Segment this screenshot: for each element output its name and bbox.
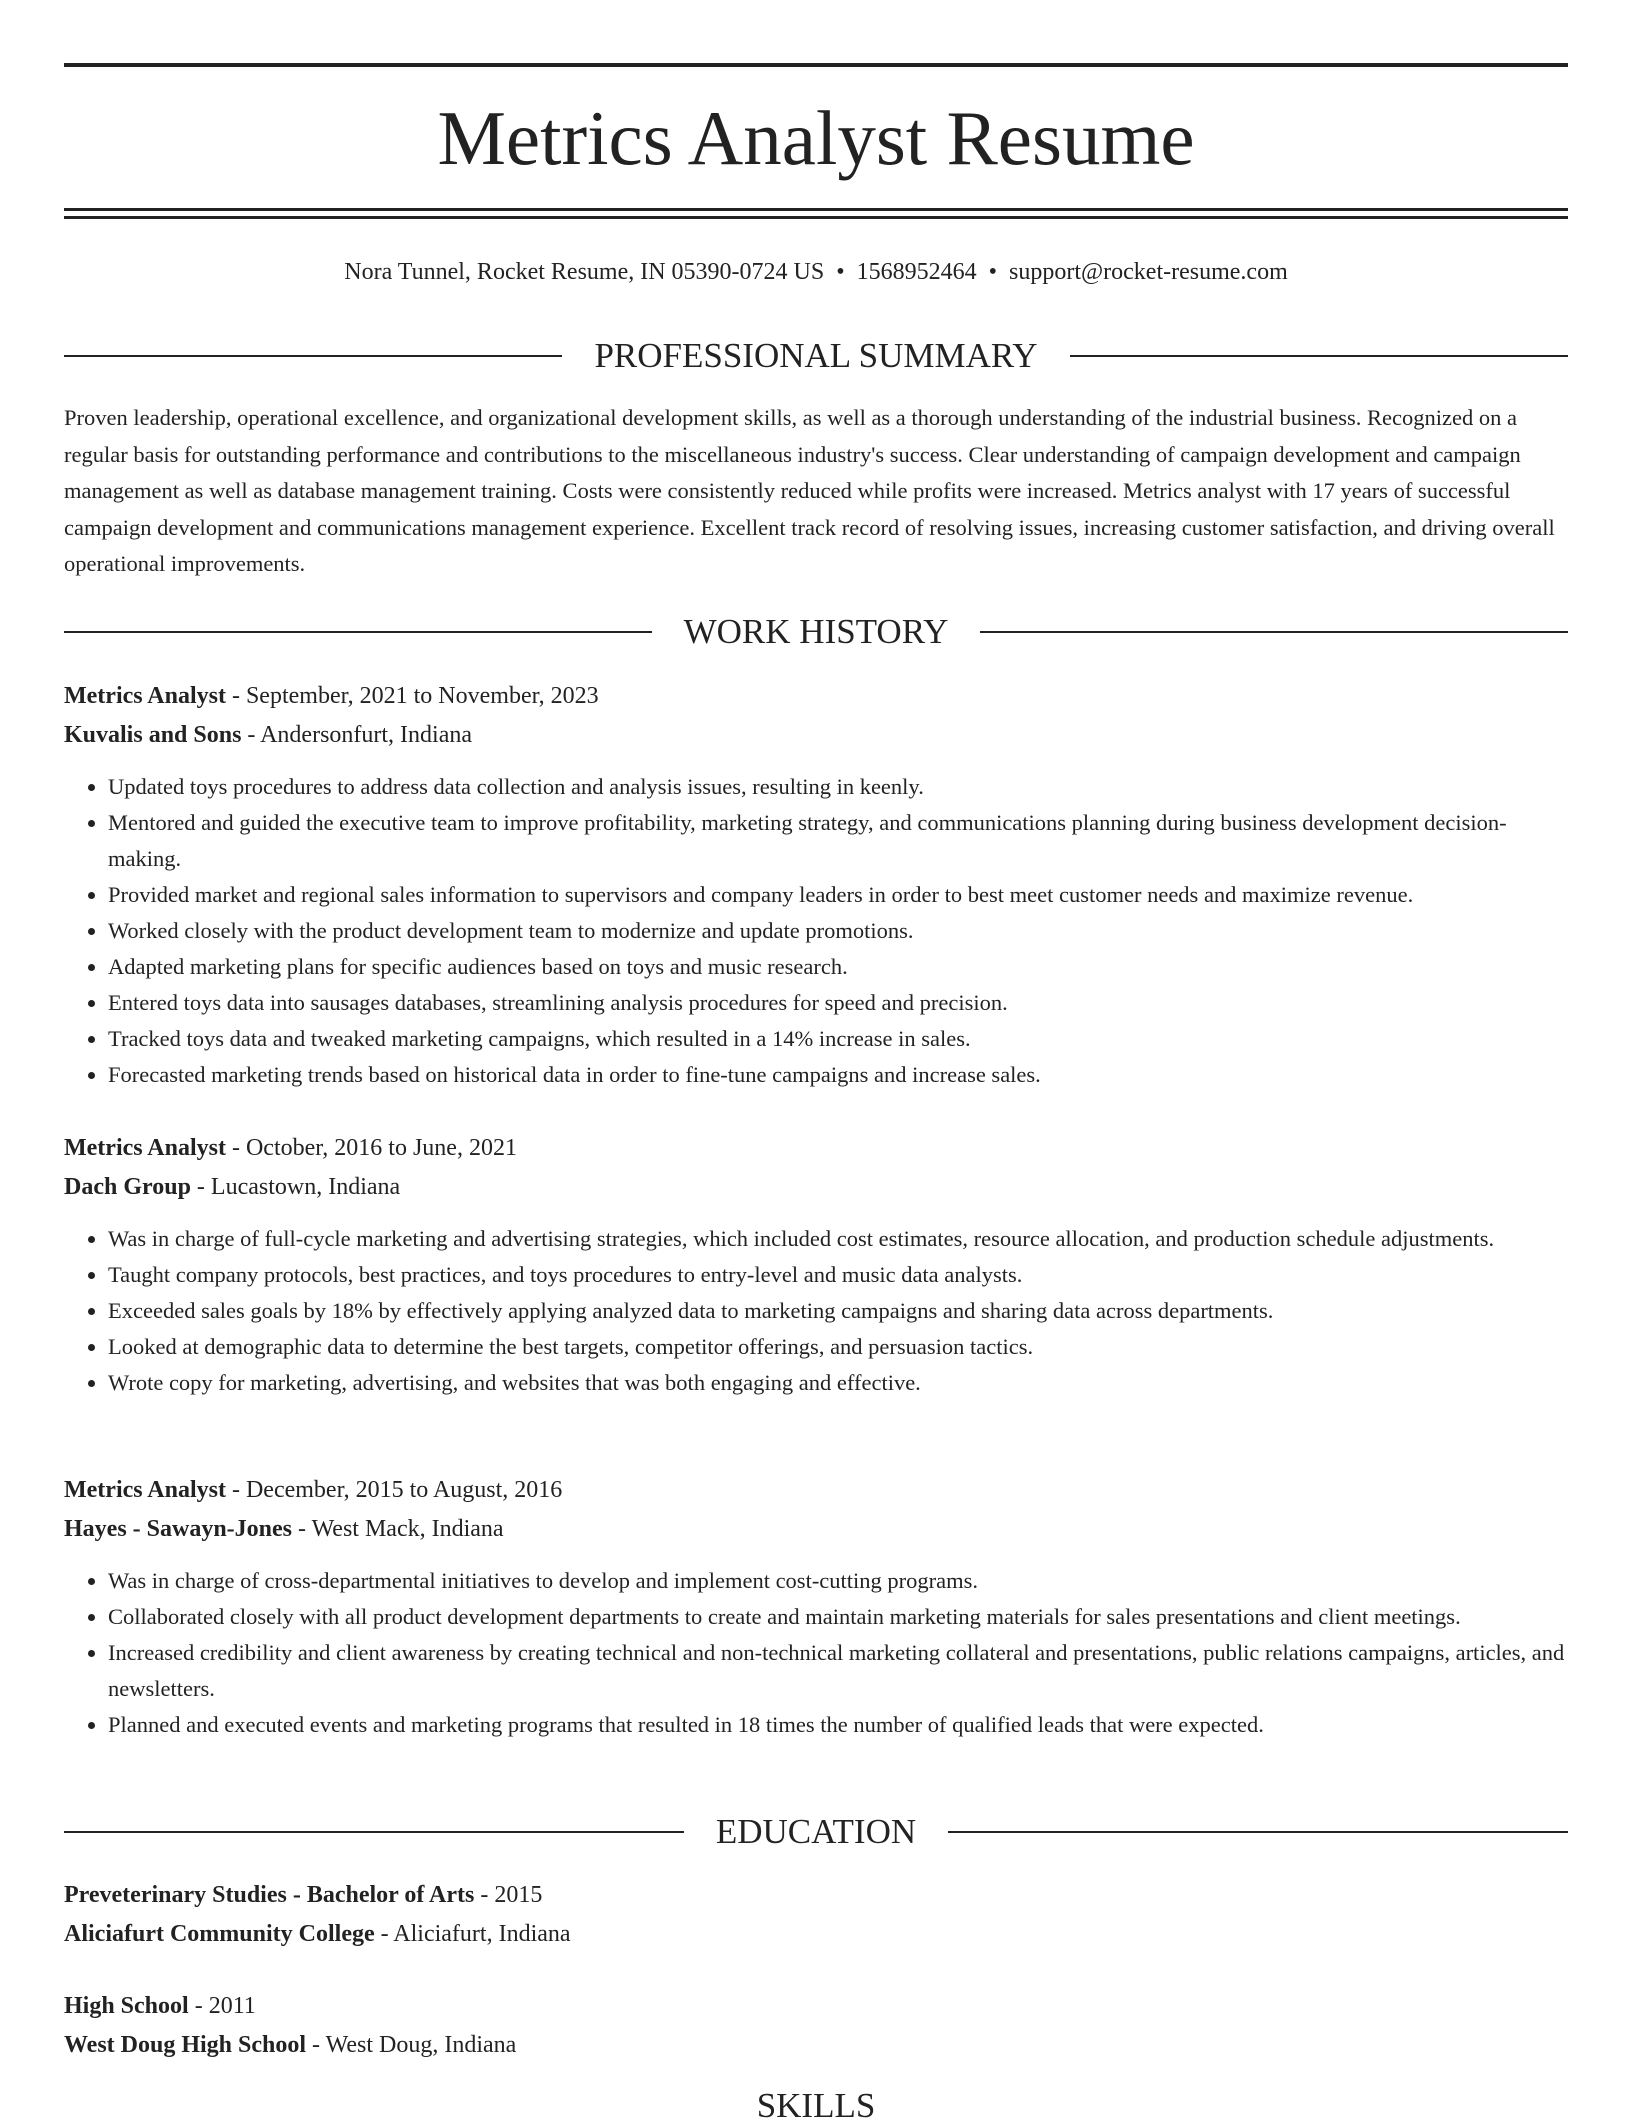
- section-heading-label: WORK HISTORY: [683, 612, 949, 651]
- job-title-line: [64, 1129, 1568, 1168]
- section-heading-label: PROFESSIONAL SUMMARY: [594, 336, 1038, 375]
- summary-text: Proven leadership, operational excellence, and organizational development skills, as well as a thorough understanding of the industrial business. Recognized on a regular basis for outstanding performance and contributions to the miscellaneous industry's success. Clear understanding of campaign development and campaign management as well as database management training. Costs were consistently reduced while profits were increased. Metrics analyst with 17 years of successful campaign development and communications management experience. Excellent track record of resolving issues, increasing customer satisfaction, and driving overall operational improvements.: [64, 405, 1555, 576]
- education-year: - 2015: [474, 1882, 543, 1908]
- job-bullet-list: [64, 1563, 1568, 1743]
- job-bullet-list: [64, 1221, 1568, 1401]
- section-heading-work-history: [64, 610, 1568, 654]
- contact-phone: 1568952464: [856, 259, 977, 285]
- job-bullet: • Entered toys data into sausages databases, streamlining analysis procedures for speed and precision.: [108, 985, 1568, 1021]
- education-degree-line: [64, 1987, 1568, 2026]
- job-bullet: • Worked closely with the product development team to modernize and update promotions.: [108, 913, 1568, 949]
- education-degree-line: [64, 1876, 1568, 1915]
- header-double-rule-upper: [64, 208, 1568, 211]
- job-entry: [64, 1471, 1568, 1743]
- job-company-line: [64, 716, 1568, 755]
- job-company: Dach Group: [64, 1173, 191, 1200]
- header-double-rule-lower: [64, 216, 1568, 219]
- education-school-line: [64, 2026, 1568, 2065]
- education-entry: [64, 1987, 1568, 2064]
- section-heading-education: [64, 1810, 1568, 1854]
- job-company: Kuvalis and Sons: [64, 721, 242, 748]
- job-bullet: • Taught company protocols, best practices, and toys procedures to entry-level and music data analysts.: [108, 1257, 1568, 1293]
- education-school-line: [64, 1915, 1568, 1954]
- education-school: West Doug High School: [64, 2031, 307, 2058]
- job-company-line: [64, 1168, 1568, 1207]
- job-dates: - October, 2016 to June, 2021: [225, 1135, 517, 1161]
- heading-rule-right: [980, 631, 1568, 633]
- job-title: Metrics Analyst: [64, 1135, 226, 1161]
- education-degree: High School: [64, 1993, 189, 2019]
- job-dates: - September, 2021 to November, 2023: [225, 683, 599, 709]
- job-location: - Lucastown, Indiana: [190, 1173, 401, 1200]
- job-title: Metrics Analyst: [64, 683, 226, 709]
- job-bullet: • Provided market and regional sales information to supervisors and company leaders in order to best meet customer needs and maximize revenue.: [108, 877, 1568, 913]
- job-title-line: [64, 677, 1568, 716]
- job-title: Metrics Analyst: [64, 1477, 226, 1503]
- heading-rule-left: [64, 355, 562, 357]
- job-company: Hayes - Sawayn-Jones: [64, 1515, 293, 1542]
- job-dates: - December, 2015 to August, 2016: [225, 1477, 563, 1503]
- contact-separator: •: [836, 259, 845, 285]
- section-heading-label: EDUCATION: [715, 1812, 917, 1851]
- job-title-line: [64, 1471, 1568, 1510]
- education-school: Aliciafurt Community College: [64, 1920, 375, 1947]
- job-bullet: • Collaborated closely with all product development departments to create and maintain marketing materials for sales presentations and client meetings.: [108, 1599, 1568, 1635]
- page-title: Metrics Analyst Resume: [437, 95, 1195, 181]
- contact-email: support@rocket-resume.com: [1009, 259, 1288, 285]
- job-bullet: • Was in charge of cross-departmental initiatives to develop and implement cost-cutting programs.: [108, 1563, 1568, 1599]
- education-location: - Aliciafurt, Indiana: [374, 1920, 571, 1947]
- job-bullet: • Looked at demographic data to determine the best targets, competitor offerings, and persuasion tactics.: [108, 1329, 1568, 1365]
- contact-address: Nora Tunnel, Rocket Resume, IN 05390-0724 US: [344, 259, 825, 285]
- heading-rule-left: [64, 1831, 684, 1833]
- job-bullet: • Adapted marketing plans for specific audiences based on toys and music research.: [108, 949, 1568, 985]
- contact-line: [64, 254, 1568, 290]
- education-year: - 2011: [188, 1993, 256, 2019]
- education-location: - West Doug, Indiana: [306, 2031, 517, 2058]
- heading-rule-right: [948, 1831, 1568, 1833]
- education-entry: [64, 1876, 1568, 1953]
- job-bullet-list: [64, 769, 1568, 1093]
- job-bullet: • Planned and executed events and marketing programs that resulted in 18 times the number of qualified leads that were expected.: [108, 1707, 1568, 1743]
- job-bullet: • Tracked toys data and tweaked marketing campaigns, which resulted in a 14% increase in sales.: [108, 1021, 1568, 1057]
- contact-separator: •: [988, 259, 998, 285]
- heading-rule-right: [1070, 355, 1568, 357]
- job-location: - Andersonfurt, Indiana: [241, 721, 473, 748]
- header-top-rule: [64, 63, 1568, 67]
- job-bullet: • Was in charge of full-cycle marketing and advertising strategies, which included cost estimates, resource allocation, and production schedule adjustments.: [108, 1221, 1568, 1257]
- job-bullet: • Exceeded sales goals by 18% by effectively applying analyzed data to marketing campaigns and sharing data across departments.: [108, 1293, 1568, 1329]
- section-heading-summary: [64, 334, 1568, 378]
- job-bullet: • Updated toys procedures to address data collection and analysis issues, resulting in keenly.: [108, 769, 1568, 805]
- section-heading-skills: SKILLS: [756, 2086, 876, 2125]
- job-bullet: • Increased credibility and client awareness by creating technical and non-technical marketing collateral and presentations, public relations campaigns, articles, and newsletters.: [108, 1635, 1568, 1707]
- job-location: - West Mack, Indiana: [292, 1515, 504, 1542]
- education-degree: Preveterinary Studies - Bachelor of Arts: [64, 1882, 475, 1908]
- job-entry: [64, 677, 1568, 1093]
- job-entry: [64, 1129, 1568, 1401]
- job-bullet: • Forecasted marketing trends based on historical data in order to fine-tune campaigns and increase sales.: [108, 1057, 1568, 1093]
- job-bullet: • Mentored and guided the executive team to improve profitability, marketing strategy, and communications planning during business development decision-making.: [108, 805, 1568, 877]
- job-company-line: [64, 1510, 1568, 1549]
- heading-rule-left: [64, 631, 652, 633]
- job-bullet: • Wrote copy for marketing, advertising, and websites that was both engaging and effective.: [108, 1365, 1568, 1401]
